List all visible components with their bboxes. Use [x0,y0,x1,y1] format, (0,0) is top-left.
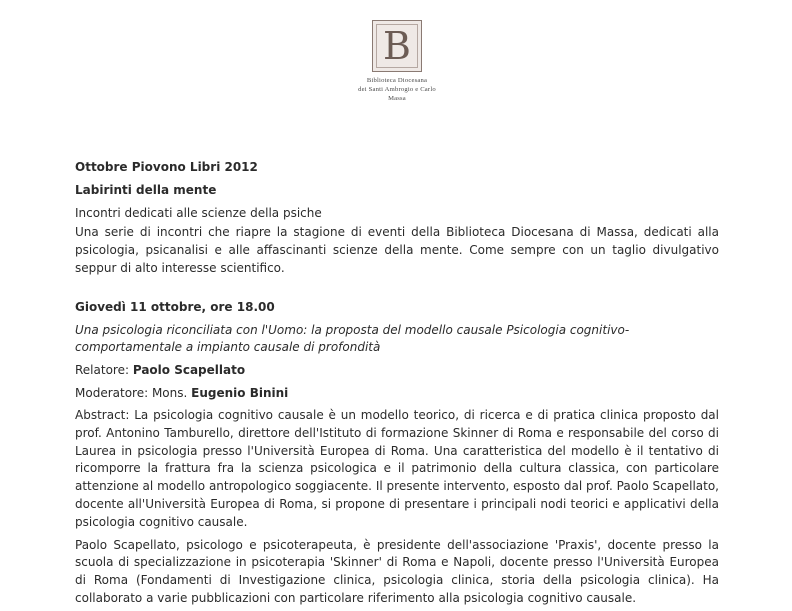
series-intro: Incontri dedicati alle scienze della psiche [75,206,322,220]
document-body [75,158,719,608]
library-logo [330,20,464,103]
logo-letter: B [383,24,411,68]
series-title: Ottobre Piovono Libri 2012 [75,160,258,174]
event-date: Giovedì 11 ottobre, ore 18.00 [75,300,275,314]
series-subtitle: Labirinti della mente [75,183,217,197]
event-title: Una psicologia riconciliata con l'Uomo: la proposta del modello causale Psicologia cognitivo-comportamentale a impianto causale di profondità [75,323,630,354]
moderator-line [75,384,719,402]
logo-emblem [372,20,422,72]
speaker-bio: Paolo Scapellato, psicologo e psicoterapeuta, è presidente dell'associazione 'Praxis', docente presso la scuola di specializzazione in psicoterapia 'Skinner' di Roma e Napoli, docente presso l'Università Europea di Roma (Fondamenti di Investigazione clinica, psicologia clinica, storia della psicologia clinica). Ha collaborato a varie pubblicazioni con particolare riferimento alla psicologia cognitivo causale. [75,537,719,605]
speaker-label: Relatore: [75,363,130,377]
logo-line-1: Biblioteca Diocesana [366,77,428,84]
event-abstract: Abstract: La psicologia cognitivo causale è un modello teorico, di ricerca e di pratica clinica proposto dal prof. Antonino Tamburello, direttore dell'Istituto di formazione Skinner di Roma e responsabile del corso di Laurea in psicologia presso l'Università Europea di Roma. Una caratteristica del modello è il tentativo di ricomporre la frattura fra la scienza psicologica e il patrimonio della cultura classica, con particolare attenzione al modello antropologico soggiacente. Il presente intervento, esposto dal prof. Paolo Scapellato, docente all'Università Europea di Roma, si propone di presentare i principali nodi teorici e applicativi della psicologia cognitivo causale. [75,408,719,529]
moderator-name: Eugenio Binini [191,386,289,400]
speaker-line [75,361,719,379]
series-description: Una serie di incontri che riapre la stagione di eventi della Biblioteca Diocesana di Massa, dedicati alla psicologia, psicanalisi e alle affascinanti scienze della mente. Come sempre con un taglio divulgativo seppur di alto interesse scientifico. [75,225,719,275]
logo-line-3: Massa [388,95,406,102]
speaker-name: Paolo Scapellato [132,363,246,377]
logo-line-2: dei Santi Ambrogio e Carlo [358,86,436,93]
moderator-label: Moderatore: Mons. [75,386,188,400]
